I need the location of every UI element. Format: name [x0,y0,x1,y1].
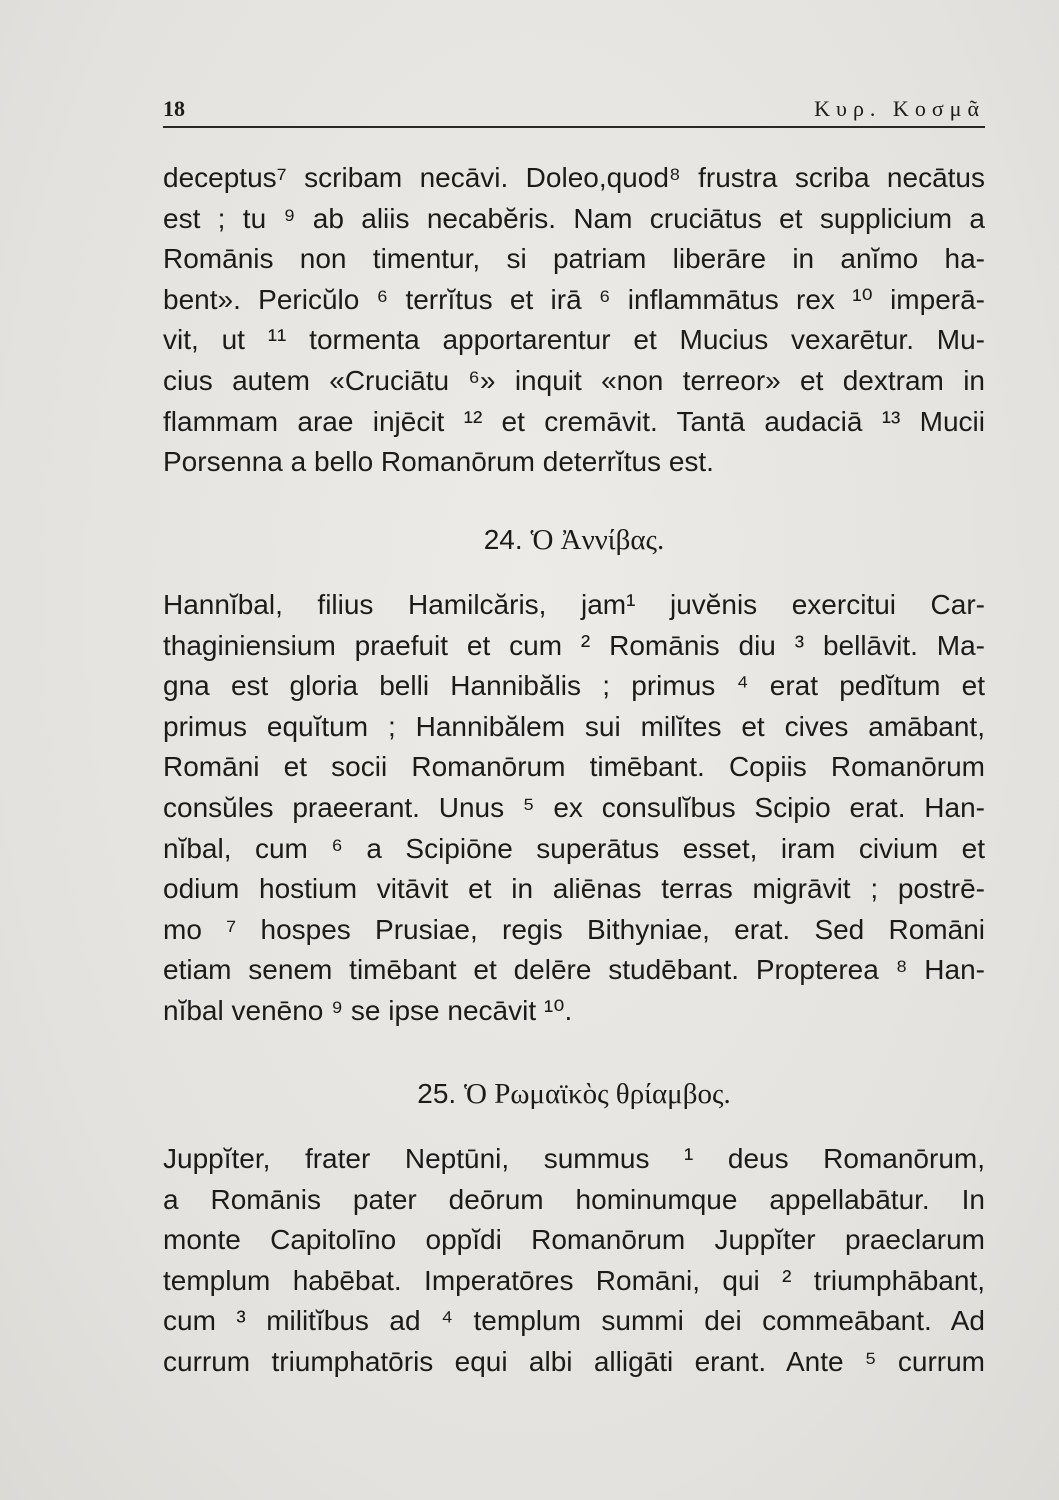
text-line: est ; tu ⁹ ab aliis necabĕris. Nam cruciātus et supplicium a [163,202,985,234]
text-line: vit, ut ¹¹ tormenta apportarentur et Mucius vexarētur. Mu- [163,324,985,356]
text-line: primus equĭtum ; Hannibălem sui milĭtes et cives amābant, [163,710,985,742]
text-line: currum triumphatōris equi albi alligāti erant. Ante ⁵ currum [163,1345,985,1377]
page-header [163,96,985,126]
paragraph-mucius [163,158,985,483]
text-line: Hannĭbal, filius Hamilcăris, jam¹ juvĕnis exercitui Car- [163,589,985,620]
text-line: Juppĭter, frater Neptūni, summus ¹ deus Romanōrum, [163,1143,985,1174]
text-line: monte Capitolīno oppĭdi Romanōrum Juppĭter praeclarum [163,1224,985,1256]
section-title: Ὁ Ρωμαϊκὸς θρίαμβος. [464,1078,731,1110]
section-heading-24 [163,520,985,560]
section-heading-25 [163,1074,985,1114]
paragraph-hannibal [163,585,985,1032]
text-line: odium hostium vitāvit et in aliēnas terras migrāvit ; postrē- [163,873,985,905]
text-line: etiam senem timēbant et delēre studēbant. Propterea ⁸ Han- [163,954,985,986]
text-line: templum habēbat. Imperatōres Romāni, qui ² triumphābant, [163,1264,985,1296]
section-title: Ὁ Ἀννίβας. [530,524,665,556]
section-number: 24. [483,524,523,555]
text-line: Porsenna a bello Romanōrum deterrĭtus est. [163,446,714,478]
section-number: 25. [417,1078,457,1109]
text-line: consŭles praeerant. Unus ⁵ ex consulĭbus Scipio erat. Han- [163,791,985,823]
paragraph-triumph [163,1139,985,1383]
text-line: a Romānis pater deōrum hominumque appellabātur. In [163,1183,985,1215]
text-line: flammam arae injēcit ¹² et cremāvit. Tantā audaciā ¹³ Mucii [163,405,985,437]
text-line: bent». Pericŭlo ⁶ terrĭtus et irā ⁶ inflammātus rex ¹⁰ imperā- [163,283,985,315]
page-number: 18 [163,96,185,121]
text-line: cum ³ militĭbus ad ⁴ templum summi dei commeābant. Ad [163,1305,985,1337]
text-line: nĭbal venēno ⁹ se ipse necāvit ¹⁰. [163,994,573,1026]
text-line: thaginiensium praefuit et cum ² Romānis diu ³ bellāvit. Ma- [163,629,985,661]
text-line: Romāni et socii Romanōrum timēbant. Copiis Romanōrum [163,751,985,783]
text-line: deceptus⁷ scribam necāvi. Doleo,quod⁸ frustra scriba necātus [163,162,985,193]
text-line: cius autem «Cruciātu ⁶» inquit «non terreor» et dextram in [163,364,985,396]
text-line: gna est gloria belli Hannibălis ; primus ⁴ erat pedĭtum et [163,670,985,702]
running-head: Κυρ. Κοσμᾶ [814,96,985,121]
text-line: Romānis non timentur, si patriam liberāre in anĭmo ha- [163,243,985,275]
text-line: nĭbal, cum ⁶ a Scipiōne superātus esset, iram civium et [163,832,985,864]
header-rule [163,126,985,128]
text-line: mo ⁷ hospes Prusiae, regis Bithyniae, erat. Sed Romāni [163,913,985,945]
